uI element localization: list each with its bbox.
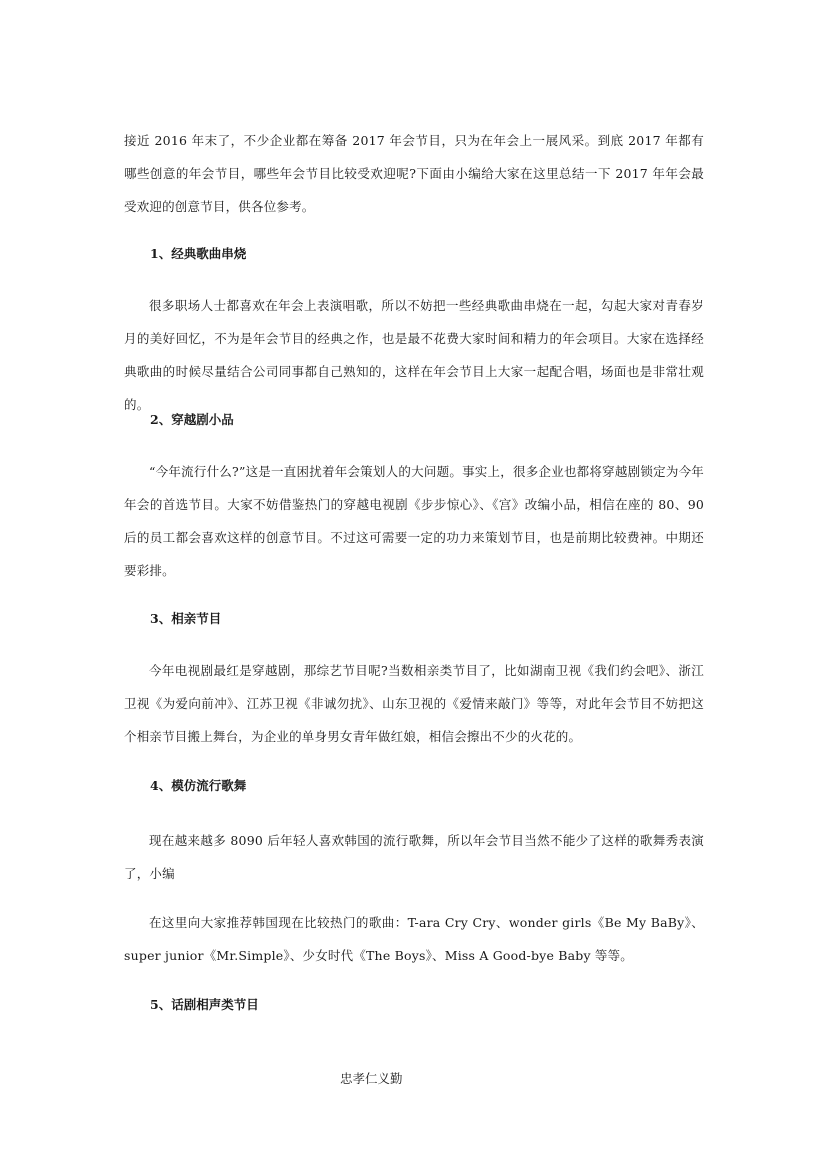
- section-3-paragraph: 今年电视剧最红是穿越剧，那综艺节目呢?当数相亲类节目了，比如湖南卫视《我们约会吧》、浙江卫视《为爱向前冲》、江苏卫视《非诚勿扰》、山东卫视的《爱情来敲门》等等，对此年会节目不妨把这个相亲节目搬上舞台，为企业的单身男女青年做红娘，相信会擦出不少的火花的。: [124, 663, 704, 744]
- section-4-paragraph-2: 在这里向大家推荐韩国现在比较热门的歌曲：T-ara Cry Cry、wonder girls《Be My BaBy》、super junior《Mr.Simple》、少女时代《The Boys》、Miss A Good-bye Baby 等等。: [124, 915, 704, 963]
- section-heading-1: 1、经典歌曲串烧: [150, 246, 247, 261]
- section-heading-2: 2、穿越剧小品: [150, 412, 234, 427]
- section-4-paragraph-1: 现在越来越多 8090 后年轻人喜欢韩国的流行歌舞，所以年会节目当然不能少了这样的歌舞秀表演了，小编: [124, 833, 704, 881]
- section-heading-5: 5、话剧相声类节目: [150, 997, 259, 1012]
- intro-paragraph: 接近 2016 年末了，不少企业都在筹备 2017 年会节目，只为在年会上一展风采。到底 2017 年都有哪些创意的年会节目，哪些年会节目比较受欢迎呢?下面由小编给大家在这里总结一下 2017 年年会最受欢迎的创意节目，供各位参考。: [124, 133, 704, 214]
- section-2-paragraph: “今年流行什么?”这是一直困扰着年会策划人的大问题。事实上，很多企业也都将穿越剧锁定为今年年会的首选节目。大家不妨借鉴热门的穿越电视剧《步步惊心》、《宫》改编小品，相信在座的 80、90 后的员工都会喜欢这样的创意节目。不过这可需要一定的功力来策划节目，也是前期比较费神。中期还要彩排。: [124, 464, 704, 578]
- page-footer: 忠孝仁义勤: [340, 1071, 403, 1086]
- section-heading-3: 3、相亲节目: [150, 611, 222, 626]
- section-heading-4: 4、模仿流行歌舞: [150, 778, 247, 793]
- section-1-paragraph: 很多职场人士都喜欢在年会上表演唱歌，所以不妨把一些经典歌曲串烧在一起，勾起大家对青春岁月的美好回忆，不为是年会节目的经典之作，也是最不花费大家时间和精力的年会项目。大家在选择经典歌曲的时候尽量结合公司同事都自己熟知的，这样在年会节目上大家一起配合唱，场面也是非常壮观的。: [124, 298, 704, 412]
